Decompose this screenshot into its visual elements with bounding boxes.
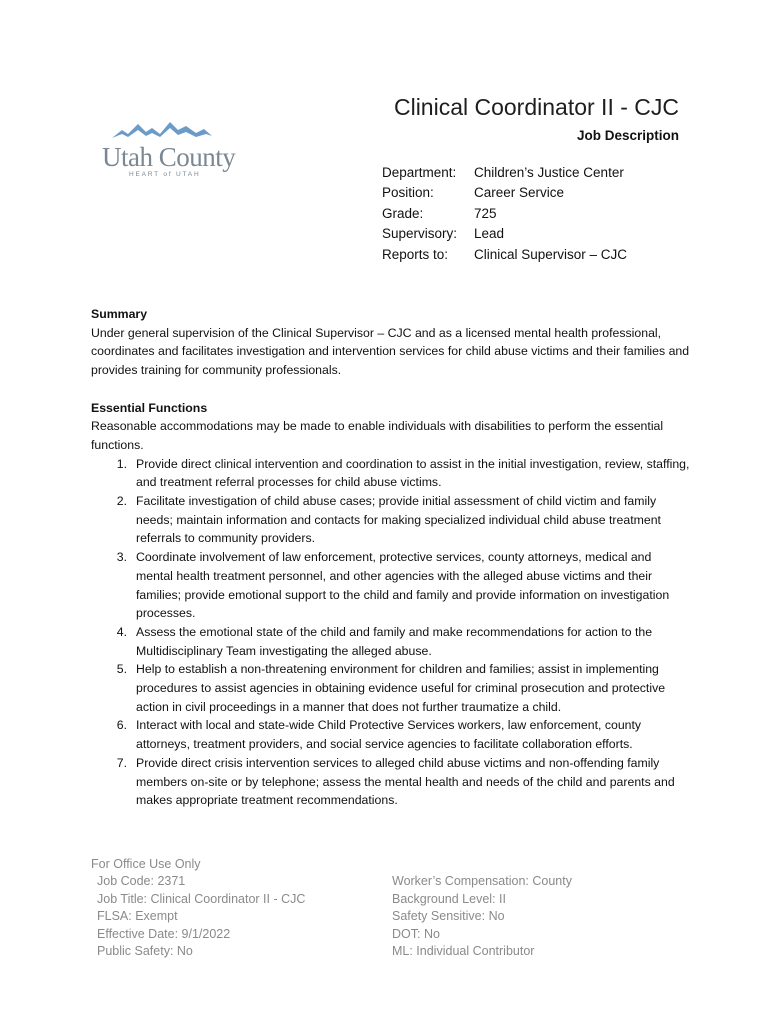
info-label: Department: <box>382 164 457 180</box>
item-number: 7. <box>116 755 127 770</box>
job-description-body <box>91 305 691 810</box>
list-item <box>91 716 691 753</box>
item-text: Interact with local and state-wide Child Protective Services workers, law enforcement, county attorneys, treatment providers, and social service agencies to facilitate collaboration efforts. <box>136 718 642 752</box>
info-row-supervisory <box>382 224 627 245</box>
page-title: Clinical Coordinator II - CJC <box>393 94 679 120</box>
office-field: Public Safety: No <box>97 944 193 959</box>
list-item <box>91 492 691 548</box>
list-item <box>91 660 691 716</box>
office-field: FLSA: Exempt <box>97 909 178 924</box>
essential-functions-list <box>91 455 691 810</box>
item-text: Coordinate involvement of law enforcement, protective services, county attorneys, medical and mental health treatment personnel, and other agencies with the alleged abuse victims and their families; provide emotional support to the child and family and provide information on investigation processes. <box>136 550 670 621</box>
office-field: Background Level: II <box>392 891 506 906</box>
utah-county-logo <box>96 120 236 182</box>
office-field: Worker’s Compensation: County <box>392 874 572 889</box>
office-right-column <box>392 873 572 960</box>
info-row-grade <box>382 203 627 224</box>
item-text: Provide direct crisis intervention services to alleged child abuse victims and non-offending family members on-site or by telephone; assess the mental health and needs of the child and parents and makes appropriate treatment recommendations. <box>136 755 675 808</box>
info-label: Position: <box>382 185 434 201</box>
item-text: Facilitate investigation of child abuse cases; provide initial assessment of child victim and family needs; maintain information and contacts for making specialized individual child abuse treatment referrals to community providers. <box>136 494 661 546</box>
item-number: 5. <box>116 662 127 677</box>
list-item <box>91 754 691 810</box>
essential-functions-intro: Reasonable accommodations may be made to enable individuals with disabilities to perform the essential functions. <box>91 419 664 452</box>
logo-name: Utah County <box>102 142 236 172</box>
info-label: Supervisory: <box>382 226 458 242</box>
office-use-footer <box>91 856 572 960</box>
page-subtitle: Job Description <box>576 128 679 143</box>
office-field: ML: Individual Contributor <box>392 944 535 959</box>
office-field: Safety Sensitive: No <box>392 909 505 924</box>
info-value: 725 <box>474 205 497 221</box>
item-number: 4. <box>116 624 127 639</box>
item-number: 1. <box>116 456 127 471</box>
item-number: 6. <box>116 718 127 733</box>
list-item <box>91 548 691 623</box>
office-field: DOT: No <box>392 926 440 941</box>
mountain-icon <box>112 120 212 140</box>
info-label: Reports to: <box>382 246 449 262</box>
office-field: Effective Date: 9/1/2022 <box>97 926 231 941</box>
info-value: Clinical Supervisor – CJC <box>474 246 628 262</box>
info-row-department <box>382 162 627 183</box>
office-left-column <box>91 873 392 960</box>
item-text: Assess the emotional state of the child and family and make recommendations for action to the Multidisciplinary Team investigating the alleged abuse. <box>136 624 653 658</box>
item-text: Help to establish a non-threatening environment for children and families; assist in implementing procedures to assist agencies in obtaining evidence useful for criminal prosecution and protective action in civil proceedings in a manner that does not further traumatize a child. <box>136 662 666 714</box>
logo-tagline: HEART of UTAH <box>129 171 201 178</box>
info-label: Grade: <box>382 205 424 221</box>
item-number: 3. <box>116 550 127 565</box>
item-number: 2. <box>116 494 127 509</box>
office-field: Job Title: Clinical Coordinator II - CJC <box>97 891 306 906</box>
info-row-position <box>382 183 627 204</box>
office-field: Job Code: 2371 <box>97 874 186 889</box>
info-value: Lead <box>474 226 505 242</box>
office-use-title: For Office Use Only <box>91 857 201 871</box>
item-text: Provide direct clinical intervention and coordination to assist in the initial investigation, review, staffing, and treatment referral processes for child abuse victims. <box>136 456 690 490</box>
essential-functions-heading: Essential Functions <box>91 400 208 415</box>
info-value: Children’s Justice Center <box>474 164 624 180</box>
info-row-reports-to <box>382 244 627 265</box>
list-item <box>91 455 691 492</box>
info-value: Career Service <box>474 185 565 201</box>
list-item <box>91 623 691 660</box>
summary-text: Under general supervision of the Clinical Supervisor – CJC and as a licensed mental health professional, coordinates and facilitates investigation and intervention services for child abuse victims and their families and provides training for community professionals. <box>91 325 690 378</box>
job-info-table <box>382 162 627 265</box>
summary-heading: Summary <box>91 307 148 321</box>
